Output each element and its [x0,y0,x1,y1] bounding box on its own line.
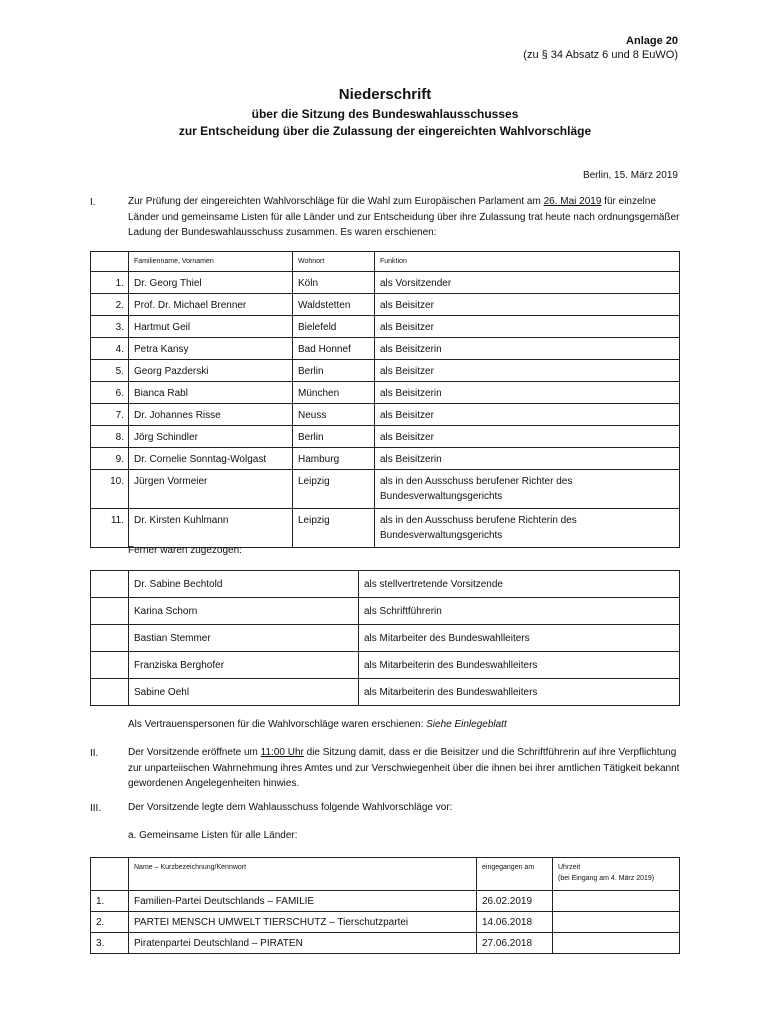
document-subtitle-2: zur Entscheidung über die Zulassung der eingereichten Wahlvorschläge [178,124,592,138]
annex-reference: (zu § 34 Absatz 6 und 8 EuWO) [523,49,678,61]
trustees-text: Als Vertrauenspersonen für die Wahlvorschläge waren erschienen: [128,719,427,730]
member-name: Petra Kansy [129,338,293,360]
trustees-line [128,717,680,733]
member-name: Jörg Schindler [129,426,293,448]
section-2-text-a: Der Vorsitzende eröffnete um [128,747,261,758]
lists-table [90,857,680,954]
table-row [91,625,680,652]
section-2-text [128,745,680,792]
row-number-blank [91,679,129,706]
row-number-blank [91,625,129,652]
member-name: Dr. Kirsten Kuhlmann [129,509,293,548]
table-row [91,316,680,338]
staff-name: Franziska Berghofer [129,652,359,679]
staff-name: Dr. Sabine Bechtold [129,571,359,598]
table-row [91,470,680,509]
member-city: Bad Honnef [293,338,375,360]
row-number: 6. [91,382,129,404]
document-title: Niederschrift [338,86,432,103]
table-row [91,360,680,382]
session-time: 11:00 Uhr [260,747,304,758]
section-1-text-b: für einzelne Länder und gemeinsame Listen für alle Länder und zur Entscheidung über ihre Zulassung trat heute nach ordnungsgemäßer Ladung der Bundeswahlausschuss zusammen. Es waren erschienen: [128,196,680,238]
table-row [91,509,680,548]
staff-role: als Mitarbeiterin des Bundeswahlleiters [359,652,680,679]
table-row [91,404,680,426]
member-city: Berlin [293,360,375,382]
member-name: Hartmut Geil [129,316,293,338]
row-number: 4. [91,338,129,360]
table-row [91,912,680,933]
row-number: 3. [91,316,129,338]
table-row [91,294,680,316]
member-role: als Beisitzerin [375,382,680,404]
member-city: Hamburg [293,448,375,470]
also-present-label: Ferner waren zugezogen: [128,545,242,556]
section-1-text [128,194,680,241]
row-number: 2. [91,294,129,316]
member-role: als Beisitzer [375,404,680,426]
list-time [553,891,680,912]
header-list-name: Name – Kurzbezeichnung/Kennwort [129,858,477,891]
member-city: Köln [293,272,375,294]
table-row [91,338,680,360]
members-table [90,251,680,548]
staff-name: Sabine Oehl [129,679,359,706]
row-number: 1. [91,272,129,294]
staff-role: als Mitarbeiterin des Bundeswahlleiters [359,679,680,706]
table-row [91,272,680,294]
header-cell-blank [91,252,129,272]
staff-name: Bastian Stemmer [129,625,359,652]
row-number: 8. [91,426,129,448]
section-numeral-2: II. [90,748,99,759]
member-role: als Vorsitzender [375,272,680,294]
member-role: als Beisitzer [375,360,680,382]
section-3-sub: a. Gemeinsame Listen für alle Länder: [128,830,298,841]
member-name: Dr. Johannes Risse [129,404,293,426]
members-table-header [91,252,680,272]
header-cell-blank [91,858,129,891]
member-name: Dr. Georg Thiel [129,272,293,294]
header-time [553,858,680,891]
member-role: als Beisitzer [375,316,680,338]
list-received: 27.06.2018 [477,933,553,954]
row-number-blank [91,598,129,625]
row-number: 3. [91,933,129,954]
staff-role: als Mitarbeiter des Bundeswahlleiters [359,625,680,652]
header-time-note: (bei Eingang am 4. März 2019) [558,875,655,882]
member-role: als Beisitzer [375,426,680,448]
header-name: Familienname, Vornamen [129,252,293,272]
member-name: Georg Pazderski [129,360,293,382]
section-2-text-b: die Sitzung damit, dass er die Beisitzer und die Schriftführerin auf ihre Verpflichtung zur unparteiischen Wahrnehmung ihres Amtes und zur Verschwiegenheit über die ihnen bei ihrer amtlichen Tätigkeit bekannt gewordenen Angelegenheiten hinwies. [128,747,680,789]
section-1-text-a: Zur Prüfung der eingereichten Wahlvorschläge für die Wahl zum Europäischen Parlament am [128,196,544,207]
member-city: München [293,382,375,404]
member-role: als Beisitzerin [375,448,680,470]
table-row [91,426,680,448]
header-time-label: Uhrzeit [558,864,581,871]
member-city: Leipzig [293,470,375,509]
table-row [91,679,680,706]
member-name: Jürgen Vormeier [129,470,293,509]
member-role: als in den Ausschuss berufene Richterin des Bundesverwaltungsgerichts [375,509,680,548]
member-city: Neuss [293,404,375,426]
section-3-text: Der Vorsitzende legte dem Wahlausschuss folgende Wahlvorschläge vor: [128,802,453,813]
header-received: eingegangen am [477,858,553,891]
member-role: als Beisitzer [375,294,680,316]
row-number: 7. [91,404,129,426]
table-row [91,933,680,954]
annex-number: Anlage 20 [626,35,678,47]
member-name: Dr. Cornelie Sonntag-Wolgast [129,448,293,470]
table-row [91,382,680,404]
table-row [91,652,680,679]
table-row [91,598,680,625]
staff-name: Karina Schorn [129,598,359,625]
list-received: 14.06.2018 [477,912,553,933]
member-name: Bianca Rabl [129,382,293,404]
member-city: Bielefeld [293,316,375,338]
table-row [91,891,680,912]
staff-role: als Schriftführerin [359,598,680,625]
annex-header [523,34,678,62]
section-numeral-3: III. [90,803,102,814]
member-city: Leipzig [293,509,375,548]
row-number: 9. [91,448,129,470]
member-city: Berlin [293,426,375,448]
header-role: Funktion [375,252,680,272]
list-name: PARTEI MENSCH UMWELT TIERSCHUTZ – Tierschutzpartei [129,912,477,933]
place-date: Berlin, 15. März 2019 [582,170,678,181]
member-city: Waldstetten [293,294,375,316]
list-name: Familien-Partei Deutschlands – FAMILIE [129,891,477,912]
list-name: Piratenpartei Deutschland – PIRATEN [129,933,477,954]
member-role: als Beisitzerin [375,338,680,360]
row-number-blank [91,652,129,679]
row-number: 1. [91,891,129,912]
member-name: Prof. Dr. Michael Brenner [129,294,293,316]
row-number: 10. [91,470,129,509]
list-time [553,933,680,954]
row-number-blank [91,571,129,598]
lists-table-header [91,858,680,891]
staff-table [90,570,680,706]
row-number: 2. [91,912,129,933]
list-received: 26.02.2019 [477,891,553,912]
trustees-reference: Siehe Einlegeblatt [426,719,507,730]
list-time [553,912,680,933]
row-number: 11. [91,509,129,548]
election-date: 26. Mai 2019 [543,196,602,207]
member-role: als in den Ausschuss berufener Richter des Bundesverwaltungsgerichts [375,470,680,509]
staff-role: als stellvertretende Vorsitzende [359,571,680,598]
table-row [91,571,680,598]
header-city: Wohnort [293,252,375,272]
document-subtitle-1: über die Sitzung des Bundeswahlausschusses [251,107,519,121]
row-number: 5. [91,360,129,382]
section-numeral-1: I. [90,197,96,208]
table-row [91,448,680,470]
